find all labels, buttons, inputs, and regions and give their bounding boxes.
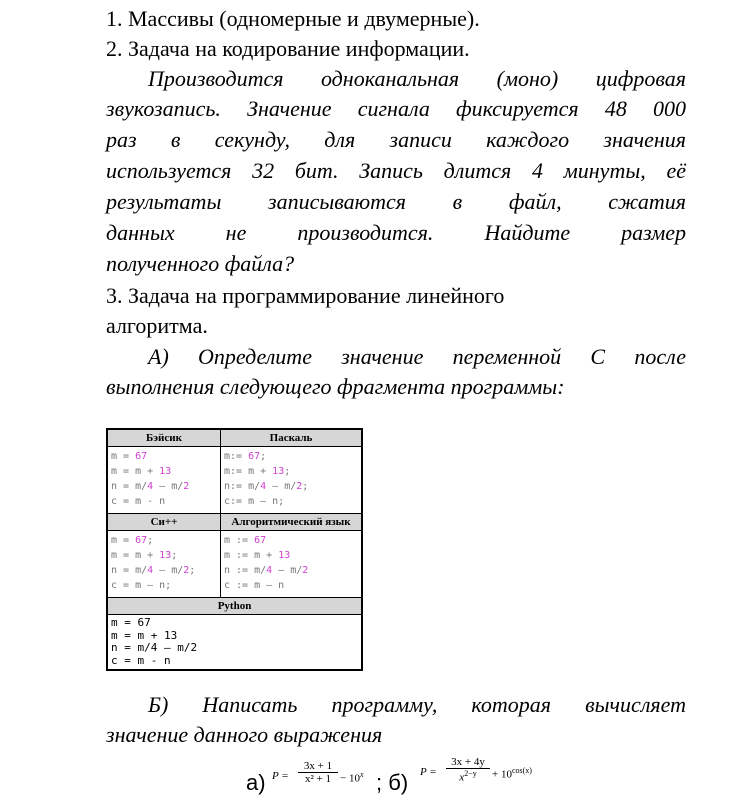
task-text-line: результаты записываются в файл, сжатия [106,189,686,214]
code-cpp: m = 67; m = m + 13; n = m/4 – m/2; c = m – n; [107,531,221,598]
task-text-line: данных не производится. Найдите размер [106,220,686,245]
formula-b-denominator: $x^{2-y}$ [446,768,490,784]
code-table [106,428,363,671]
part-b-text: Б) Написать программу, которая вычисляет [148,692,686,717]
list-item-linear-algorithm-cont: алгоритма. [106,313,208,338]
formula-a-fraction [298,760,338,785]
task-text-line: полученного файла? [106,251,295,276]
task-text-line: раз в секунду, для записи каждого значения [106,127,686,152]
formula-a-tail: − $10^x$ [340,770,364,785]
formula-a-numerator: 3x + 1 [303,760,333,772]
formula-b-fraction [446,756,490,784]
code-pascal: m:= 67; m:= m + 13; n:= m/4 – m/2; c:= m – n; [221,447,363,514]
part-a-text-cont: выполнения следующего фрагмента программы: [106,374,565,399]
task-text-line: звукозапись. Значение сигнала фиксируется 48 000 [106,96,686,121]
formula-b-p: P = [420,766,437,778]
python-line: c = m - n [111,653,171,667]
list-item-arrays: 1. Массивы (одномерные и двумерные). [106,6,480,31]
header-algo: Алгоритмический язык [221,514,363,531]
formula-b-tail: + $10^{cos(x)}$ [492,766,532,781]
list-item-linear-algorithm: 3. Задача на программирование линейного [106,283,505,308]
part-a-text: А) Определите значение переменной С после [148,344,686,369]
formula-b-numerator: 3x + 4y [451,756,485,768]
formula-a-p: P = [272,770,289,782]
code-algo: m := 67 m := m + 13 n := m/4 – m/2 c := m – n [221,531,363,598]
task-text-line: Производится одноканальная (моно) цифровая [148,66,686,91]
header-pascal: Паскаль [221,429,363,447]
python-line: m = m + 13 [111,628,178,642]
code-basic: m = 67 m = m + 13 n = m/4 – m/2 c = m - n [107,447,221,514]
formula-a-label: а) [246,770,266,795]
formula-b-label: ; б) [376,770,409,795]
header-cpp: Си++ [107,514,221,531]
task-text-line: используется 32 бит. Запись длится 4 минуты, её [106,158,686,183]
header-basic: Бэйсик [107,429,221,447]
code-python [107,615,362,671]
part-b-text-cont: значение данного выражения [106,722,383,747]
python-line: m = 67 [111,616,151,629]
python-line: n = m/4 – m/2 [111,641,198,654]
list-item-encoding-task: 2. Задача на кодирование информации. [106,36,470,61]
formula-a-denominator: x² + 1 [298,772,338,785]
header-python: Python [107,598,362,615]
